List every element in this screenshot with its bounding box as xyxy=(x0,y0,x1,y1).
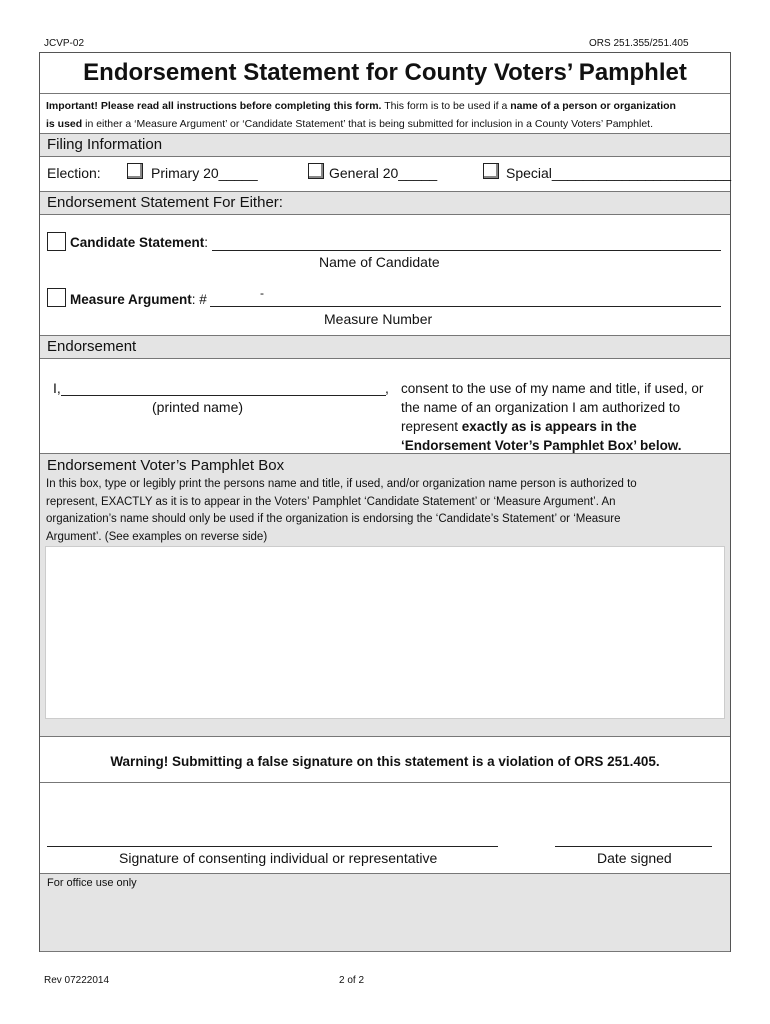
intro-text: Important! Please read all instructions before completing this form. This form is to be used if a name of a person or organization is used in either a ‘Measure Argument’ or ‘Candidate Statement’ that is being submitted for inclusion in a County Voters’ Pamphlet. xyxy=(46,100,676,130)
title-divider xyxy=(40,93,730,94)
revision-code: Rev 07222014 xyxy=(44,975,110,986)
date-signed-caption: Date signed xyxy=(597,850,672,866)
page-title: Endorsement Statement for County Voters’ Pamphlet xyxy=(83,59,687,86)
page-number: 2 of 2 xyxy=(339,975,365,986)
printed-name-comma: , xyxy=(385,380,389,396)
printed-name-line[interactable] xyxy=(61,395,386,396)
pamphlet-entry-box[interactable] xyxy=(45,546,725,719)
election-label: Election: xyxy=(47,165,101,181)
general-label: General 20_____ xyxy=(329,165,438,181)
endorsement-header: Endorsement xyxy=(40,335,730,359)
primary-checkbox[interactable] xyxy=(127,163,143,179)
signature-caption: Signature of consenting individual or representative xyxy=(119,850,438,866)
date-signed-line[interactable] xyxy=(555,846,712,847)
filing-information-header: Filing Information xyxy=(40,133,730,157)
special-label: Special_______________________ xyxy=(506,165,731,181)
measure-argument-checkbox[interactable] xyxy=(47,288,66,307)
pamphlet-box-instructions: In this box, type or legibly print the persons name and title, if used, and/or organization name person is authorized to represent, EXACTLY as it is to appear in the Voters’ Pamphlet ‘Candidate Statement’ or ‘Measure Argument’. An organization’s name should only be used if the organization is endorsing the ‘Candidate’s Statement’ or ‘Measure Argument’. (See examples on reverse side) xyxy=(46,478,637,543)
consent-text: consent to the use of my name and title, if used, or the name of an organization I am authorized to represent exactly as is appears in the ‘Endorsement Voter’s Pamphlet Box’ below. xyxy=(401,381,704,453)
form-code: JCVP-02 xyxy=(44,38,85,49)
signature-line[interactable] xyxy=(47,846,498,847)
office-use-label: For office use only xyxy=(47,877,137,889)
candidate-name-line[interactable] xyxy=(212,250,721,251)
candidate-statement-checkbox[interactable] xyxy=(47,232,66,251)
printed-name-caption: (printed name) xyxy=(152,399,244,415)
statute-reference: ORS 251.355/251.405 xyxy=(589,38,689,49)
measure-number-line[interactable] xyxy=(210,306,721,307)
candidate-name-caption: Name of Candidate xyxy=(319,254,440,270)
office-use-section xyxy=(40,873,730,952)
false-signature-warning: Warning! Submitting a false signature on this statement is a violation of ORS 251.405. xyxy=(110,754,660,769)
primary-label: Primary 20_____ xyxy=(151,165,258,181)
pamphlet-box-header: Endorsement Voter’s Pamphlet Box xyxy=(47,457,285,474)
measure-number-dash: - xyxy=(260,286,264,300)
endorsement-statement-either-header: Endorsement Statement For Either: xyxy=(40,191,730,215)
measure-number-caption: Measure Number xyxy=(324,311,433,327)
important-note: Important! Please read all instructions before completing this form. xyxy=(46,100,382,112)
general-checkbox[interactable] xyxy=(308,163,324,179)
i-label: I, xyxy=(53,380,61,396)
special-checkbox[interactable] xyxy=(483,163,499,179)
warning-divider xyxy=(40,782,730,783)
candidate-statement-label: Candidate Statement: xyxy=(70,235,209,250)
endorsement-form xyxy=(39,52,731,952)
pamphlet-box-section xyxy=(40,453,730,737)
measure-argument-label: Measure Argument: # xyxy=(70,292,207,307)
